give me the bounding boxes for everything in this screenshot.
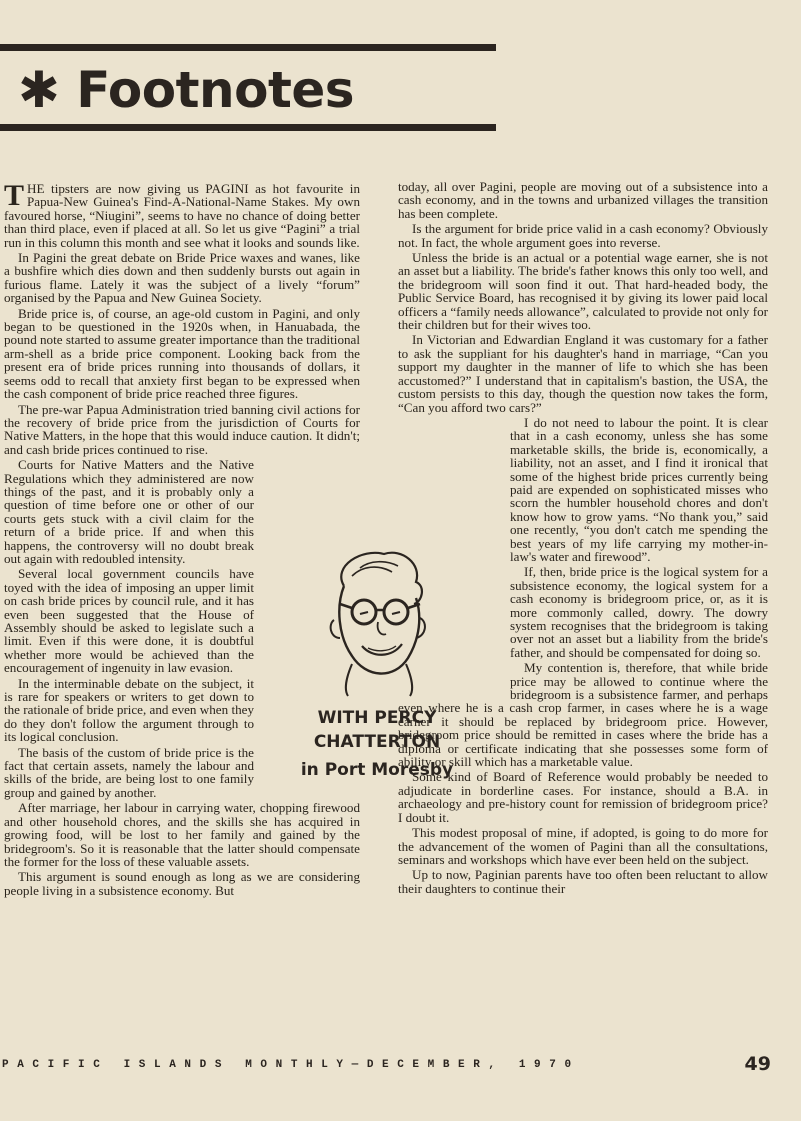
paragraph: Several local government councils have toyed with the idea of imposing an upper limit on cash bride prices by council rule, and it has even been suggested that the House of Assembly should be asked to legislate such a limit. Even if this were done, it is doubtful whether more would be achieved than the encouragement of ingenuity in law evasion.: [4, 566, 254, 676]
paragraph: Bride price is, of course, an age-old custom in Pagini, and only began to be questioned in the 1920s when, in Hanuabada, the pound note started to assume greater importance than the traditional arm-shell as a bride price component. Looking back from the present era of bride prices running into thousands of dollars, it seems odd to recall that anxiety first began to be expressed when the cash component of bride price reached three figures.: [4, 305, 360, 402]
page-number: 49: [744, 1053, 771, 1075]
author-caricature-image: [322, 546, 432, 698]
paragraph: In Victorian and Edwardian England it was customary for a father to ask the suppliant for his daughter's hand in marriage, “Can you support my daughter in the manner of life to which she has been accustomed?” I understand that in capitalism's bastion, the USA, the custom persists to this day, though the question now takes the form, “Can you afford two cars?”: [398, 332, 768, 415]
title-underline-rule: [0, 124, 496, 131]
paragraph: This modest proposal of mine, if adopted, is going to do more for the advancement of the women of Pagini than all the consultations, seminars and workshops which have ever been held on the subject.: [398, 825, 768, 867]
paragraph: Is the argument for bride price valid in a cash economy? Obviously not. In fact, the whole argument goes into reverse.: [398, 221, 768, 250]
paragraph: In Pagini the great debate on Bride Price waxes and wanes, like a bushfire which dies down and then suddenly bursts out again in furious flame. Lately it was the subject of a lively “forum” organised by the Papua and New Guinea Society.: [4, 250, 360, 306]
paragraph: I do not need to labour the point. It is clear that in a cash economy, unless she has some marketable skills, the bride is, economically, a liability, not an asset, and I find it ironical that some of the highest bride prices currently being paid are expended on sophisticated misses who scorn the humbler household chores and don't know how to grow yams. “No thank you,” said one recently, “you don't catch me spending the best years of my life carrying my mother-in-law's water and firewood”.: [510, 414, 768, 564]
article-column-left: [4, 179, 360, 899]
drop-cap: T: [4, 179, 25, 212]
paragraph: THE tipsters are now giving us PAGINI as hot favourite in Papua-New Guinea's Find-A-National-Name Stakes. My own favoured horse, “Niugini”, seems to have no chance of doing better than third place, even if placed at all. So let us give “Pagini” a trial run in this column this month and see what it looks and sounds like.: [4, 179, 360, 250]
paragraph: Unless the bride is an actual or a potential wage earner, she is not an asset but a liability. The bride's father knows this only too well, and the bridegroom will soon find it out. That hard-headed body, the Public Service Board, has recognised it by giving its lower paid local officers a “family needs allowance”, calculated to provide not only for their children but for their wives too.: [398, 250, 768, 333]
paragraph: After marriage, her labour in carrying water, chopping firewood and other household chores, and the skills she has acquired in growing food, will be lost to her family and gained by the bridegroom's. So it is reasonable that the latter should compensate the former for the loss of these valuable assets.: [4, 800, 360, 869]
paragraph: In the interminable debate on the subject, it is rare for speakers or writers to get down to the rationale of bride price, and even when they do they don't follow the argument through to its logical conclusion.: [4, 675, 254, 745]
byline-location: in Port Moresby: [300, 760, 454, 780]
paragraph: If, then, bride price is the logical system for a subsistence economy, the logical system for a cash economy is bridegroom price, or, as it is more commonly called, dowry. The dowry system recognises that the bridegroom is taking over not an asset but a liability from the bride's father, and should be compensated for doing so.: [510, 564, 768, 660]
paragraph: The pre-war Papua Administration tried banning civil actions for the recovery of bride price from the jurisdiction of Courts for Native Matters, in the hope that this would induce caution. It didn't; and cash bride prices continued to rise.: [4, 401, 360, 457]
paragraph: My contention is, therefore, that while bride price may be allowed to continue where the bridegroom is a subsistence farmer, and perhaps even where he is a cash crop farmer, in cases where he is a wage earner it should be replaced by bridegroom price. However, bridegroom price should be remitted in cases where the bride has a diploma or certificate indicating that she possesses some form of ability or skill which has a marketable value.: [398, 660, 768, 770]
paragraph: The basis of the custom of bride price is the fact that certain assets, namely the labour and skills of the bride, are being lost to one family group and gained by another.: [4, 744, 254, 800]
article-column-right: [398, 180, 768, 897]
page-title: ✱ Footnotes: [18, 61, 355, 119]
footer-masthead: PACIFIC ISLANDS MONTHLY—DECEMBER, 1970: [2, 1059, 580, 1071]
top-rule: [0, 44, 496, 51]
page-footer: [0, 1053, 801, 1077]
paragraph: Up to now, Paginian parents have too often been reluctant to allow their daughters to continue their: [398, 867, 768, 896]
paragraph: Some kind of Board of Reference would probably be needed to adjudicate in borderline cases. For instance, should a B.A. in archaeology and pre-history count for remission of bridegroom price? I doubt it.: [398, 769, 768, 825]
paragraph: today, all over Pagini, people are moving out of a subsistence into a cash economy, and in the towns and urbanized villages the transition has been complete.: [398, 179, 768, 221]
byline: [252, 706, 502, 786]
byline-author: WITH PERCY CHATTERTON: [313, 708, 441, 752]
paragraph: Courts for Native Matters and the Native Regulations which they administered are now things of the past, and it is probably only a question of time before one or other of our courts gets stuck with a civil claim for the return of a bride price. If and when this happens, the controversy will no doubt break out again with redoubled intensity.: [4, 457, 254, 566]
paragraph: This argument is sound enough as long as we are considering people living in a subsistence economy. But: [4, 869, 360, 898]
